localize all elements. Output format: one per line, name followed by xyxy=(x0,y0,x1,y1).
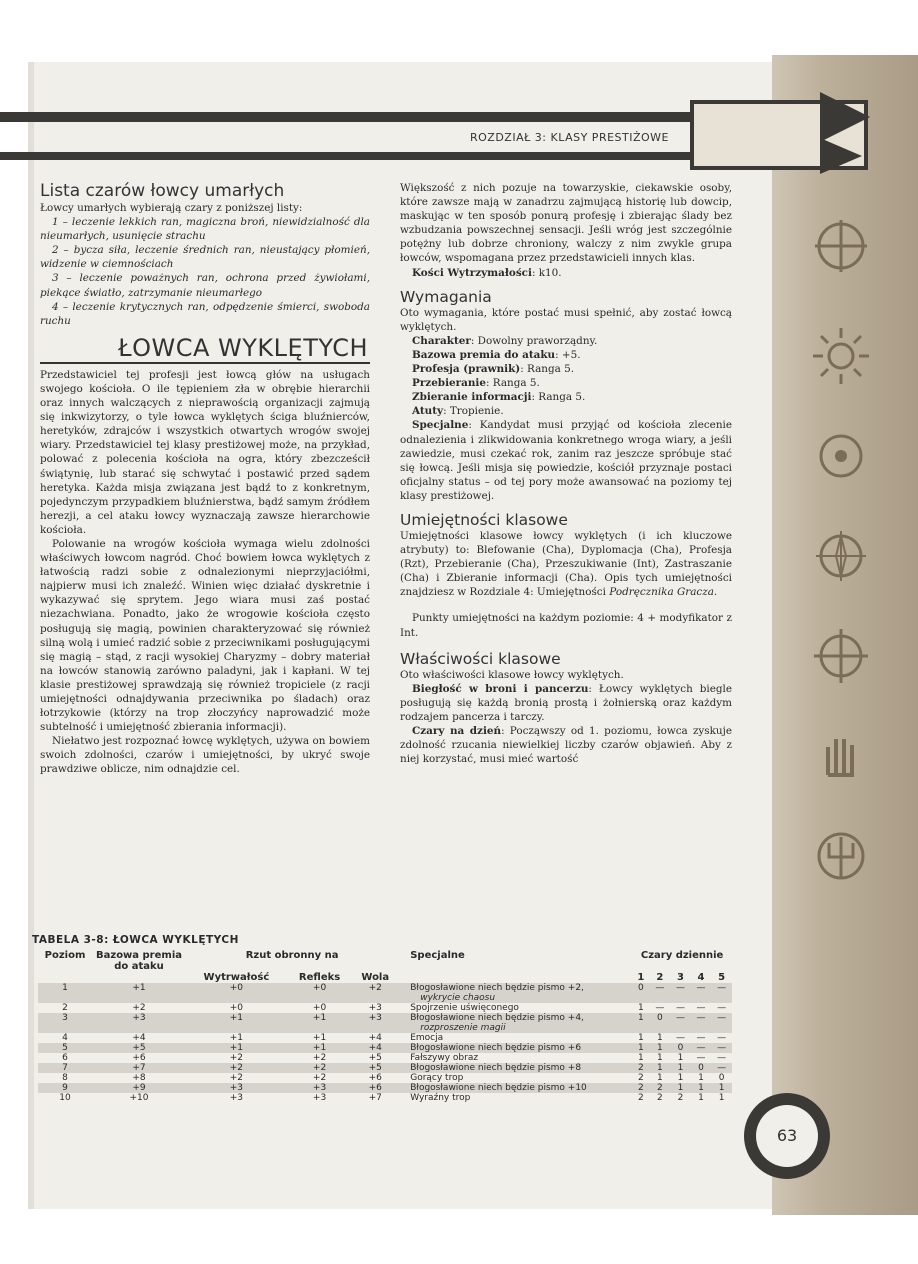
table-subheader-row xyxy=(38,972,732,983)
feature-spells-label: Czary na dzień xyxy=(412,725,502,737)
table-cell-spell: 1 xyxy=(718,1093,725,1103)
arrow-top-icon xyxy=(820,92,870,142)
table-cell: +4 xyxy=(132,1033,146,1043)
col-fort: Wytrwałość xyxy=(203,972,270,983)
table-cell: +7 xyxy=(92,1063,186,1073)
table-cell-spell: 1 xyxy=(698,1093,704,1103)
table-header-row xyxy=(38,950,732,972)
col-spell-2: 2 xyxy=(656,972,664,983)
table-cell-spell: 1 xyxy=(638,1053,644,1063)
table-row xyxy=(38,1003,732,1013)
req-label: Przebieranie xyxy=(412,377,486,390)
table-cell-spell: — xyxy=(670,983,691,1003)
table-cell: +3 xyxy=(186,1083,287,1093)
table-cell-spell: — xyxy=(655,1003,665,1013)
table-cell: +2 xyxy=(312,1053,327,1063)
table-cell: +3 xyxy=(368,1003,382,1013)
table-cell-spell: 1 xyxy=(698,1073,704,1083)
table-row xyxy=(38,1093,732,1103)
table-cell-spell: 1 xyxy=(657,1033,663,1043)
table-cell-spell: 2 xyxy=(650,1083,671,1093)
table-cell-spell: — xyxy=(711,1043,732,1053)
arrow-bottom-icon xyxy=(820,138,862,174)
table-cell: +8 xyxy=(132,1073,146,1083)
table-cell: +1 xyxy=(92,983,186,1003)
cross-symbol-icon xyxy=(810,625,872,687)
spell-level-4: 4 – leczenie krytycznych ran, odpędzenie śmierci, swoboda ruchu xyxy=(40,300,370,327)
table-row xyxy=(38,1083,732,1093)
table-row xyxy=(38,1063,732,1073)
requirements-title: Wymagania xyxy=(400,287,492,306)
table-cell: +4 xyxy=(352,1043,398,1053)
special-text: Błogosławione niech będzie pismo +4, xyxy=(410,1013,584,1023)
table-cell-spell: 2 xyxy=(632,1063,649,1073)
table-cell-spell: 1 xyxy=(657,1053,663,1063)
class-table xyxy=(38,950,732,1103)
table-cell: +6 xyxy=(132,1053,146,1063)
spell-list-intro: Łowcy umarłych wybierają czary z poniższej listy: xyxy=(40,202,303,214)
table-cell-spell: 1 xyxy=(670,1083,691,1093)
compass-symbol-icon xyxy=(810,525,872,587)
table-cell: +2 xyxy=(229,1053,244,1063)
special-text: Wyraźny trop xyxy=(410,1093,471,1103)
req-alignment xyxy=(400,334,732,348)
table-cell: +0 xyxy=(312,1003,327,1013)
table-cell-spell: 1 xyxy=(650,1043,671,1053)
table-cell-special xyxy=(398,1073,632,1083)
table-cell-spell: 1 xyxy=(711,1083,732,1093)
req-special-value: : Kandydat musi przyjąć od kościoła zlecenie odnalezienia i zlikwidowania konkretnego wroga wiary, a jeśli zawiedzie, musi czekać rok, zanim raz jeszcze spróbuje stać się łowcą. Jeśli misja się powiedzie, kościół przyznaje postaci oficjalny status – od tej pory może awansować na poziomy tej klasy prestiżowej. xyxy=(400,419,732,502)
skills-text xyxy=(400,529,732,599)
left-column xyxy=(40,181,370,777)
table-cell: +1 xyxy=(186,1043,287,1053)
special-text: Gorący trop xyxy=(410,1073,464,1083)
feature-weapons-value: : Łowcy wyklętych biegle posługują się każdą bronią prostą i żołnierską oraz każdym rodzajem pancerza i tarczy. xyxy=(400,682,732,723)
table-cell-special xyxy=(398,1033,632,1043)
table-cell-spell: — xyxy=(711,983,732,1003)
table-cell-spell: 1 xyxy=(650,1063,671,1073)
features-title: Właściwości klasowe xyxy=(400,649,561,668)
table-cell-special xyxy=(398,1043,632,1053)
table-cell: +2 xyxy=(229,1073,244,1083)
table-cell-spell: 0 xyxy=(718,1073,725,1083)
table-cell: +0 xyxy=(287,983,352,1003)
special-subtext: rozproszenie magii xyxy=(420,1023,506,1033)
hit-die xyxy=(400,266,732,280)
req-bab xyxy=(400,348,732,362)
special-text: Błogosławione niech będzie pismo +8 xyxy=(410,1063,582,1073)
req-label: Charakter xyxy=(412,334,471,347)
feature-weapons xyxy=(400,682,732,724)
req-feats xyxy=(400,404,732,418)
table-cell: +1 xyxy=(186,1013,287,1033)
col-spell-5: 5 xyxy=(718,972,726,983)
table-cell-special xyxy=(398,1053,632,1063)
table-cell: +0 xyxy=(229,1003,244,1013)
table-cell-spell: 1 xyxy=(632,1013,649,1033)
table-cell: 4 xyxy=(62,1033,68,1043)
table-cell: +1 xyxy=(287,1013,352,1033)
col-spells: Czary dziennie xyxy=(640,950,724,961)
table-caption: TABELA 3-8: ŁOWCA WYKLĘTYCH xyxy=(32,934,239,946)
chapter-header: ROZDZIAŁ 3: KLASY PRESTIŻOWE xyxy=(470,131,670,144)
col-level: Poziom xyxy=(44,950,86,961)
right-column xyxy=(400,181,732,766)
table-cell-spell: — xyxy=(717,1003,727,1013)
table-cell-spell: — xyxy=(650,983,671,1003)
table-cell-spell: 1 xyxy=(638,1033,644,1043)
req-special-label: Specjalne xyxy=(412,419,469,432)
table-cell: 8 xyxy=(62,1073,68,1083)
special-subtext: wykrycie chaosu xyxy=(420,993,496,1003)
req-value: : +5. xyxy=(555,348,581,361)
table-row xyxy=(38,1053,732,1063)
table-row xyxy=(38,1073,732,1083)
req-special xyxy=(400,418,732,503)
table-cell-spell: 0 xyxy=(650,1013,671,1033)
table-cell: 2 xyxy=(62,1003,68,1013)
table-cell-spell: 2 xyxy=(632,1083,649,1093)
table-row xyxy=(38,983,732,1003)
table-row xyxy=(38,1033,732,1043)
special-text: Błogosławione niech będzie pismo +10 xyxy=(410,1083,587,1093)
table-cell: 9 xyxy=(38,1083,92,1093)
table-cell-spell: 2 xyxy=(657,1093,663,1103)
feature-weapons-label: Biegłość w broni i pancerzu xyxy=(412,682,589,695)
table-cell-spell: — xyxy=(691,1043,712,1053)
spell-level-2: 2 – bycza siła, leczenie średnich ran, nieustający płomień, widzenie w ciemnościach xyxy=(40,244,370,271)
table-cell-special xyxy=(398,983,632,1003)
table-cell: +1 xyxy=(229,1033,244,1043)
table-cell-spell: — xyxy=(696,1053,706,1063)
table-cell: 10 xyxy=(59,1093,71,1103)
table-cell-spell: 1 xyxy=(670,1063,691,1073)
table-cell-spell: 0 xyxy=(691,1063,712,1073)
body-paragraph-1: Przedstawiciel tej profesji jest łowcą głów na usługach swojego kościoła. O ile tępieniem zła w obrębie hierarchii oraz innych walczących z nieprawością organizacji zajmują się inkwizytorzy, o tyle łowca wyklętych ściga bluźnierców, heretyków, zdrajców i wszystkich otwartych wrogów swojej wiary. Przedstawiciel tej klasy prestiżowej może, na przykład, polować z polecenia kościoła na ogra, który zbezcześcił świątynię, lub starać się schwytać i postawić przed sądem heretyka. Każda misja związana jest bądź to z konkretnym, pojedynczym przypadkiem bluźnierstwa, bądź samym źródłem herezji, a cel ataku łowcy wyznaczają zawsze hierarchowie kościoła. xyxy=(40,368,370,536)
skills-title: Umiejętności klasowe xyxy=(400,510,568,529)
table-cell: +7 xyxy=(368,1093,382,1103)
req-value: : Ranga 5. xyxy=(485,377,540,390)
eye-symbol-icon xyxy=(810,425,872,487)
feature-spells-value: : Począwszy od 1. poziomu, łowca zyskuje zdolność rzucania niewielkiej liczby czarów objawień. Aby z niej korzystać, musi mieć wartość xyxy=(400,725,732,766)
table-cell-spell: 1 xyxy=(677,1053,684,1063)
trident-symbol-icon xyxy=(810,825,872,887)
table-cell-spell: — xyxy=(670,1013,691,1033)
table-cell-spell: — xyxy=(711,1013,732,1033)
col-bab: Bazowa premia do ataku xyxy=(96,950,182,972)
body-paragraph-3: Niełatwo jest rozpoznać łowcę wyklętych, używa on bowiem swoich zdolności, czarów i umiejętności, by ukryć swoje prawdziwe oblicze, nim odnajdzie cel. xyxy=(40,735,370,776)
right-intro: Większość z nich pozuje na towarzyskie, ciekawskie osoby, które zawsze mają w zanadrzu zajmującą historię lub dowcip, maskując w ten sposób ponurą profesję i zbierając ślady bez wzbudzania powszechnej sensacji. Jeśli wróg jest szczególnie potężny lub dobrze chroniony, walczy z nim zwykle grupa łowców, wspomagana przez przedstawicieli innych klas. xyxy=(400,182,732,265)
special-text: Emocja xyxy=(410,1033,444,1043)
requirements-intro: Oto wymagania, które postać musi spełnić, aby zostać łowcą wyklętych. xyxy=(400,306,732,333)
hit-die-value: : k10. xyxy=(531,266,562,279)
sun-symbol-icon xyxy=(810,325,872,387)
table-cell: +0 xyxy=(186,983,287,1003)
table-cell: +3 xyxy=(229,1093,244,1103)
req-value: : Tropienie. xyxy=(443,405,504,418)
table-cell-spell: 0 xyxy=(632,983,649,1003)
req-label: Zbieranie informacji xyxy=(412,391,532,404)
table-cell-spell: 1 xyxy=(691,1083,712,1093)
col-saves: Rzut obronny na xyxy=(245,950,339,961)
table-cell-special xyxy=(398,1083,632,1093)
table-cell: +2 xyxy=(352,983,398,1003)
table-cell-spell: 2 xyxy=(677,1093,684,1103)
class-title: ŁOWCA WYKLĘTYCH xyxy=(40,334,370,364)
table-cell-spell: 1 xyxy=(657,1073,663,1083)
features-intro: Oto właściwości klasowe łowcy wyklętych. xyxy=(400,668,624,681)
col-will: Wola xyxy=(361,972,390,983)
req-value: : Ranga 5. xyxy=(520,363,575,376)
spell-level-3: 3 – leczenie poważnych ran, ochrona przed żywiołami, piekące światło, zatrzymanie nieumarłego xyxy=(40,272,370,299)
table-cell-spell: — xyxy=(691,1013,712,1033)
table-cell: +6 xyxy=(368,1073,382,1083)
feature-spells xyxy=(400,724,732,766)
hand-symbol-icon xyxy=(810,725,872,787)
holy-symbol-icon xyxy=(810,215,872,277)
table-cell: +2 xyxy=(287,1063,352,1073)
table-cell: +10 xyxy=(129,1093,149,1103)
special-text: Błogosławione niech będzie pismo +6 xyxy=(410,1043,582,1053)
col-spell-3: 3 xyxy=(676,972,684,983)
table-cell: +4 xyxy=(368,1033,382,1043)
table-cell-special xyxy=(398,1003,632,1013)
table-row xyxy=(38,1013,732,1033)
spell-level-1: 1 – leczenie lekkich ran, magiczna broń, niewidzialność dla nieumarłych, usunięcie strachu xyxy=(40,216,370,243)
table-cell: +3 xyxy=(92,1013,186,1033)
table-cell: +1 xyxy=(287,1043,352,1053)
table-cell: +2 xyxy=(312,1073,327,1083)
table-cell: +3 xyxy=(287,1083,352,1093)
table-cell-special xyxy=(398,1013,632,1033)
table-cell-spell: — xyxy=(696,1003,706,1013)
hit-die-label: Kości Wytrzymałości xyxy=(412,266,532,279)
table-cell: 3 xyxy=(38,1013,92,1033)
req-label: Atuty xyxy=(412,405,444,418)
req-label: Profesja (prawnik) xyxy=(412,363,521,376)
special-text: Fałszywy obraz xyxy=(410,1053,479,1063)
table-cell: +2 xyxy=(132,1003,146,1013)
skills-book-title: Podręcznika Gracza. xyxy=(609,586,718,599)
table-cell-spell: — xyxy=(717,1033,727,1043)
table-cell-spell: — xyxy=(711,1063,732,1073)
table-cell-spell: — xyxy=(675,1003,685,1013)
req-value: : Ranga 5. xyxy=(531,391,586,404)
req-profession xyxy=(400,362,732,376)
table-cell: 6 xyxy=(62,1053,68,1063)
table-cell: +6 xyxy=(352,1083,398,1093)
col-spell-1: 1 xyxy=(637,972,645,983)
body-paragraph-2: Polowanie na wrogów kościoła wymaga wielu zdolności właściwych łowcom nagród. Choć bowiem łowca wyklętych z łatwością radzi sobie z odnalezionymi nieprzyjaciółmi, najpierw musi ich znaleźć. Winien więc działać dyskretnie i wykazywać się sprytem. Jego wiara musi zaś postać niezachwiana. Ponadto, jako że wrogowie kościoła często posługują się magią, powinien charakteryzować się również silną wolą i umieć radzić sobie z przeciwnikami posługującymi się magią – stąd, z racji wysokiej Charyzmy – dobry materiał na łowców stanowią zarówno paladyni, jak i kapłani. W tej klasie prestiżowej sprawdzają się również tropiciele (z racji umiejętności odnajdywania przeciwnika po śladach) oraz łotrzykowie (którzy na trop złoczyńcy naprowadzić może subtelność i umiejętność zbierania informacji). xyxy=(40,537,370,734)
table-cell-spell: 0 xyxy=(670,1043,691,1053)
col-special: Specjalne xyxy=(410,950,465,961)
table-cell-special xyxy=(398,1063,632,1073)
table-cell: +5 xyxy=(368,1053,382,1063)
table-cell: +1 xyxy=(312,1033,327,1043)
table-row xyxy=(38,1043,732,1053)
table-cell-spell: 1 xyxy=(638,1003,644,1013)
table-cell-spell: 1 xyxy=(677,1073,684,1083)
table-cell-spell: 1 xyxy=(632,1043,649,1053)
req-disguise xyxy=(400,376,732,390)
table-cell: +2 xyxy=(186,1063,287,1073)
table-cell-spell: — xyxy=(717,1053,727,1063)
table-cell: +3 xyxy=(352,1013,398,1033)
req-value: : Dowolny praworządny. xyxy=(470,334,598,347)
skill-points: Punkty umiejętności na każdym poziomie: 4 + modyfikator z Int. xyxy=(400,612,732,639)
table-cell: 1 xyxy=(38,983,92,1003)
table-cell-spell: 2 xyxy=(638,1093,644,1103)
special-text: Spojrzenie uświęconego xyxy=(410,1003,519,1013)
table-cell: +5 xyxy=(352,1063,398,1073)
skills-text-main: Umiejętności klasowe łowcy wyklętych (i ich kluczowe atrybuty) to: Blefowanie (Cha), Dyplomacja (Cha), Profesja (Rzt), Przebieranie (Cha), Przeszukiwanie (Int), Zastraszanie (Cha) i Zbieranie informacji (Cha). Opis tych umiejętności znajdziesz w Rozdziale 4: Umiejętności xyxy=(400,529,732,599)
table-cell: +3 xyxy=(312,1093,327,1103)
col-spell-4: 4 xyxy=(697,972,705,983)
req-label: Bazowa premia do ataku xyxy=(412,348,556,361)
table-cell-spell: — xyxy=(691,983,712,1003)
scan-edge xyxy=(28,62,34,1209)
special-text: Błogosławione niech będzie pismo +2, xyxy=(410,983,584,993)
table-cell-spell: 2 xyxy=(638,1073,644,1083)
page-number: 63 xyxy=(756,1105,818,1167)
table-cell: +9 xyxy=(92,1083,186,1093)
col-ref: Refleks xyxy=(298,972,341,983)
table-cell: 7 xyxy=(38,1063,92,1073)
table-cell-spell: — xyxy=(675,1033,685,1043)
decorative-margin-strip xyxy=(772,55,918,1215)
table-cell-special xyxy=(398,1093,632,1103)
req-gather-info xyxy=(400,390,732,404)
table-cell: +5 xyxy=(92,1043,186,1053)
spell-list-title: Lista czarów łowcy umarłych xyxy=(40,181,285,201)
table-cell-spell: — xyxy=(696,1033,706,1043)
table-cell: 5 xyxy=(38,1043,92,1053)
